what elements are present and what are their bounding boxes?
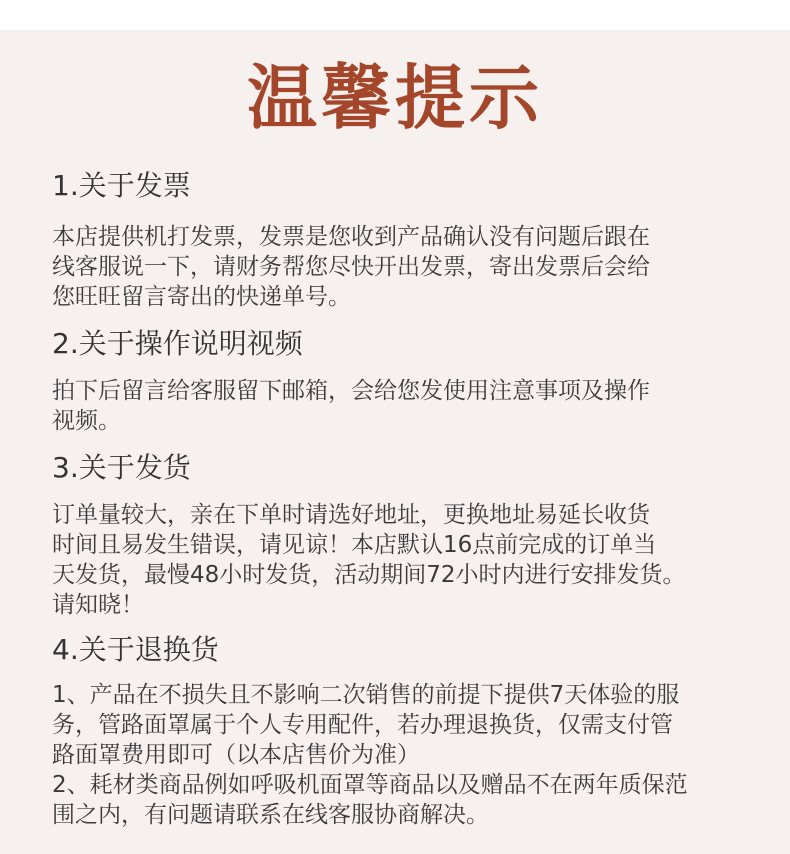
section-line: 2、耗材类商品例如呼吸机面罩等商品以及赠品不在两年质保范 [52,772,688,798]
section-line: 视频。 [52,408,121,434]
section-line: 1、产品在不损失且不影响二次销售的前提下提供7天体验的服 [52,682,680,708]
section-line: 务，管路面罩属于个人专用配件，若办理退换货，仅需支付管 [52,712,673,738]
page-title: 温馨提示 [247,57,543,139]
section-line: 围之内，有问题请联系在线客服协商解决。 [52,802,489,828]
section-line: 本店提供机打发票，发票是您收到产品确认没有问题后跟在 [52,224,650,250]
section-heading-shipping: 3.关于发货 [52,451,191,484]
section-line: 订单量较大，亲在下单时请选好地址，更换地址易延长收货 [52,502,650,528]
section-line: 线客服说一下，请财务帮您尽快开出发票，寄出发票后会给 [52,254,650,280]
section-line: 路面罩费用即可（以本店售价为准） [52,742,420,768]
section-line: 时间且易发生错误，请见谅！本店默认16点前完成的订单当 [52,532,657,558]
section-line: 您旺旺留言寄出的快递单号。 [52,284,351,310]
section-heading-invoice: 1.关于发票 [52,169,191,202]
section-heading-video: 2.关于操作说明视频 [52,327,303,360]
section-heading-returns: 4.关于退换货 [52,633,219,666]
section-line: 拍下后留言给客服留下邮箱，会给您发使用注意事项及操作 [52,378,650,404]
section-line: 请知晓！ [52,592,144,618]
section-line: 天发货，最慢48小时发货，活动期间72小时内进行安排发货。 [52,562,686,588]
